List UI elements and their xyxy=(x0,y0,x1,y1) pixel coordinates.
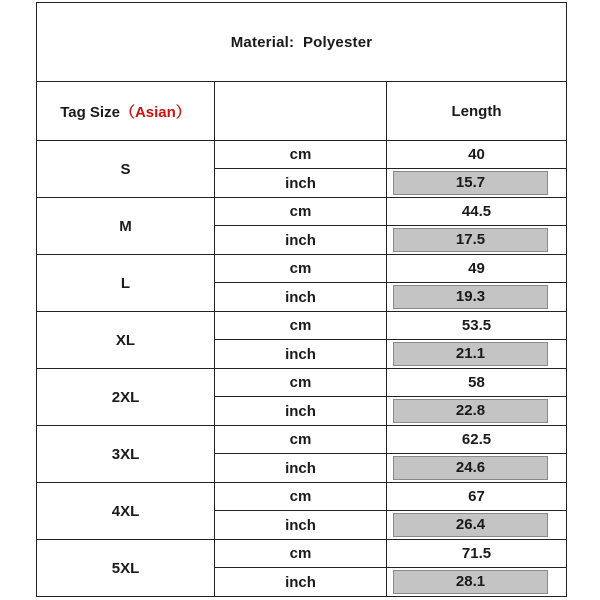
size-label: 2XL xyxy=(37,369,215,426)
size-label: S xyxy=(37,141,215,198)
length-cm-value: 67 xyxy=(387,483,567,511)
length-inch-value: 24.6 xyxy=(393,456,548,480)
tag-size-header xyxy=(37,82,215,141)
unit-inch-label: inch xyxy=(215,340,387,369)
size-label: 3XL xyxy=(37,426,215,483)
size-row-cm xyxy=(37,483,567,511)
size-label: XL xyxy=(37,312,215,369)
length-inch-value: 21.1 xyxy=(393,342,548,366)
length-inch-cell xyxy=(387,511,567,540)
unit-inch-label: inch xyxy=(215,169,387,198)
length-inch-value: 22.8 xyxy=(393,399,548,423)
length-inch-cell xyxy=(387,454,567,483)
unit-cm-label: cm xyxy=(215,198,387,226)
length-inch-cell xyxy=(387,568,567,597)
unit-inch-label: inch xyxy=(215,397,387,426)
title-row xyxy=(37,3,567,82)
length-inch-cell xyxy=(387,397,567,426)
length-cm-value: 44.5 xyxy=(387,198,567,226)
unit-inch-label: inch xyxy=(215,454,387,483)
length-inch-value: 26.4 xyxy=(393,513,548,537)
length-inch-cell xyxy=(387,340,567,369)
material-value: Polyester xyxy=(302,33,373,51)
length-cm-value: 49 xyxy=(387,255,567,283)
unit-inch-label: inch xyxy=(215,511,387,540)
material-title xyxy=(37,3,567,82)
unit-cm-label: cm xyxy=(215,540,387,568)
material-label: Material: xyxy=(230,33,295,51)
unit-inch-label: inch xyxy=(215,226,387,255)
unit-cm-label: cm xyxy=(215,369,387,397)
unit-cm-label: cm xyxy=(215,141,387,169)
length-cm-value: 58 xyxy=(387,369,567,397)
length-inch-value: 17.5 xyxy=(393,228,548,252)
size-label: L xyxy=(37,255,215,312)
size-chart-table xyxy=(36,2,567,597)
length-column-header: Length xyxy=(387,82,567,141)
unit-inch-label: inch xyxy=(215,568,387,597)
size-row-cm xyxy=(37,369,567,397)
size-label: 5XL xyxy=(37,540,215,597)
size-label: 4XL xyxy=(37,483,215,540)
size-row-cm xyxy=(37,198,567,226)
unit-inch-label: inch xyxy=(215,283,387,312)
size-row-cm xyxy=(37,312,567,340)
header-row xyxy=(37,82,567,141)
length-inch-value: 28.1 xyxy=(393,570,548,594)
length-inch-cell xyxy=(387,226,567,255)
unit-column-header xyxy=(215,82,387,141)
length-cm-value: 53.5 xyxy=(387,312,567,340)
tag-size-region: （Asian） xyxy=(119,103,191,121)
length-cm-value: 62.5 xyxy=(387,426,567,454)
size-label: M xyxy=(37,198,215,255)
length-inch-cell xyxy=(387,169,567,198)
unit-cm-label: cm xyxy=(215,483,387,511)
size-row-cm xyxy=(37,141,567,169)
unit-cm-label: cm xyxy=(215,312,387,340)
length-inch-value: 19.3 xyxy=(393,285,548,309)
size-row-cm xyxy=(37,426,567,454)
length-inch-cell xyxy=(387,283,567,312)
size-row-cm xyxy=(37,255,567,283)
tag-size-label: Tag Size xyxy=(60,103,120,121)
unit-cm-label: cm xyxy=(215,255,387,283)
size-rows xyxy=(37,141,567,597)
unit-cm-label: cm xyxy=(215,426,387,454)
length-cm-value: 40 xyxy=(387,141,567,169)
size-row-cm xyxy=(37,540,567,568)
length-inch-value: 15.7 xyxy=(393,171,548,195)
length-cm-value: 71.5 xyxy=(387,540,567,568)
